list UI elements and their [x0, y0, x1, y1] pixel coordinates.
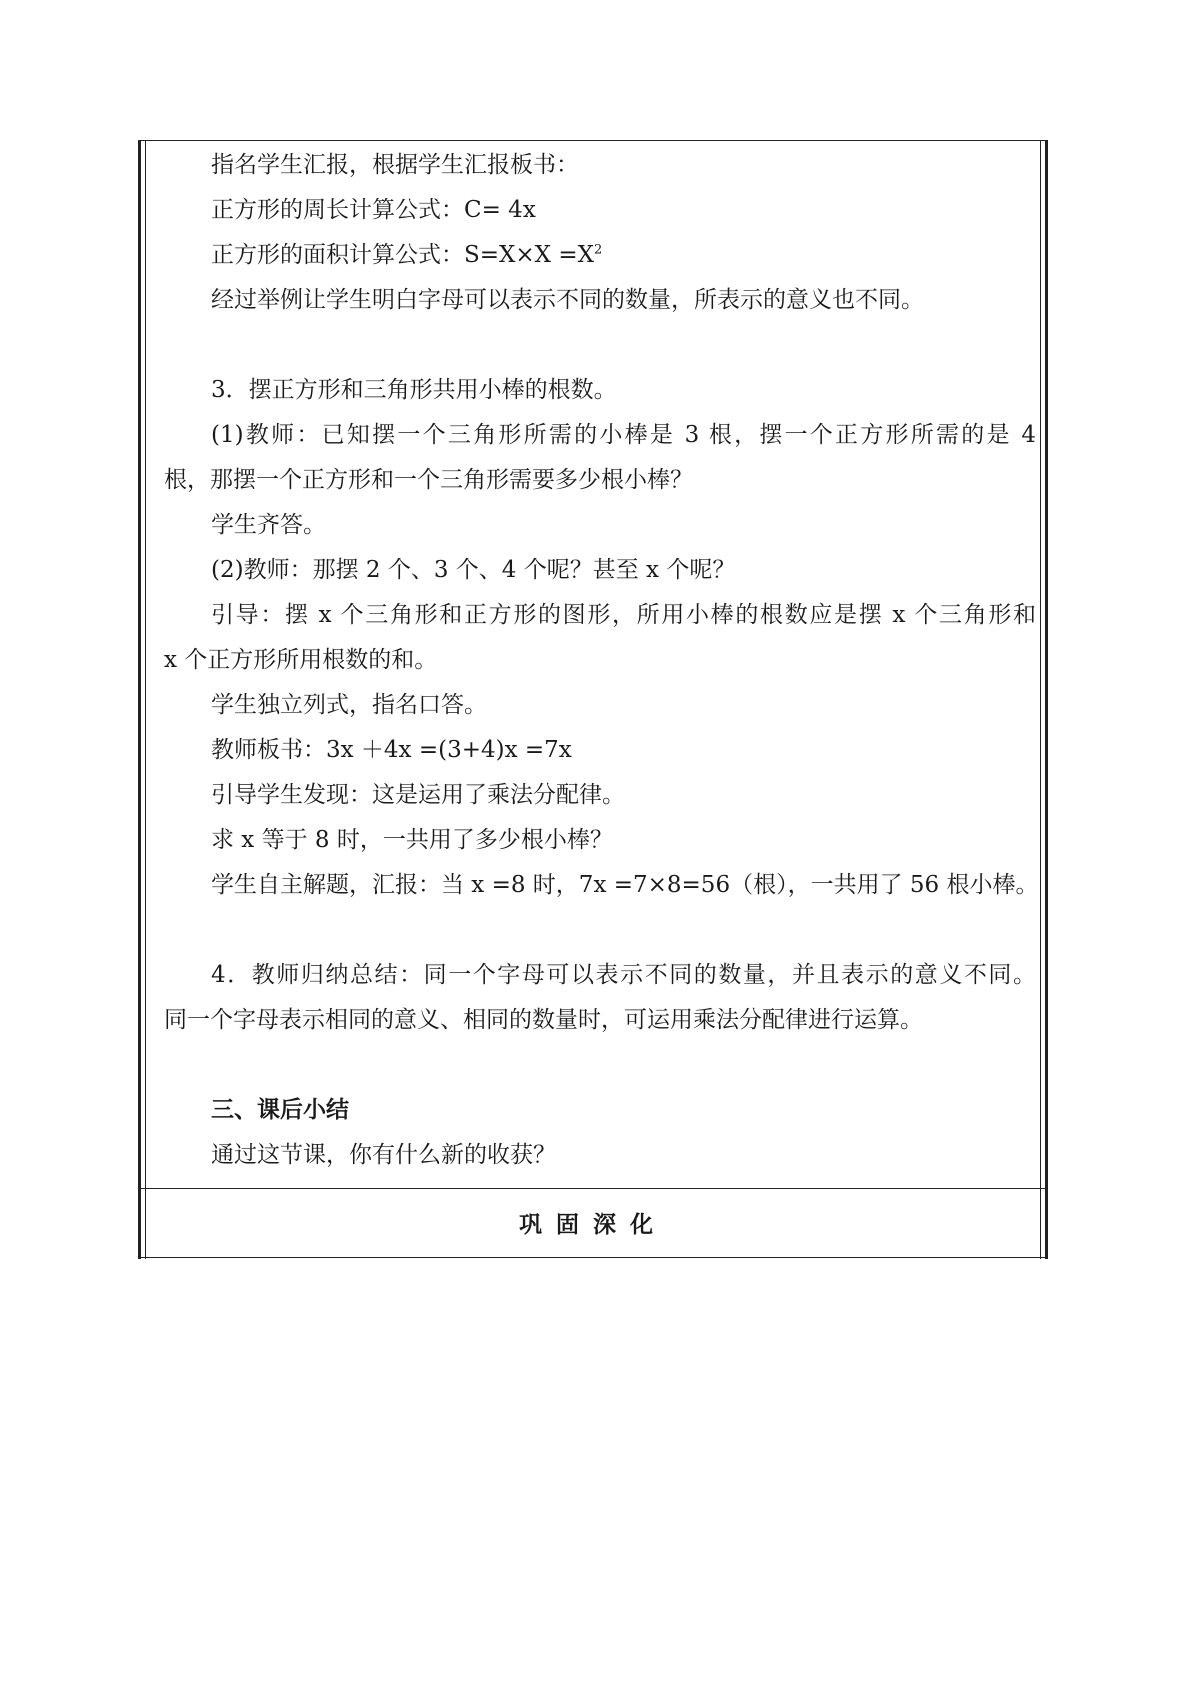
- table-right-inner-border: [1040, 140, 1041, 1259]
- paragraph: 引导：摆 x 个三角形和正方形的图形，所用小棒的根数应是摆 x 个三角形和: [211, 602, 1036, 628]
- table-left-inner-border: [145, 140, 146, 1259]
- section-heading: 三、课后小结: [211, 1097, 349, 1123]
- formula-area: [164, 233, 1036, 278]
- paragraph: 学生独立列式，指名口答。: [211, 692, 487, 718]
- lesson-content: [164, 143, 1039, 1178]
- paragraph: 根，那摆一个正方形和一个三角形需要多少根小棒？: [164, 467, 693, 493]
- step-4-summary: 4．教师归纳总结：同一个字母可以表示不同的数量，并且表示的意义不同。: [211, 962, 1036, 988]
- spacer: [164, 1043, 1036, 1088]
- paragraph: (1)教师：已知摆一个三角形所需的小棒是 3 根，摆一个正方形所需的是 4: [211, 422, 1036, 448]
- paragraph: x 个正方形所用根数的和。: [164, 647, 438, 673]
- spacer: [164, 323, 1036, 368]
- paragraph: 指名学生汇报，根据学生汇报板书：: [211, 152, 579, 178]
- spacer: [164, 908, 1036, 953]
- step-3-heading: 3．摆正方形和三角形共用小棒的根数。: [211, 377, 617, 403]
- paragraph: 经过举例让学生明白字母可以表示不同的数量，所表示的意义也不同。: [211, 287, 924, 313]
- paragraph: 通过这节课，你有什么新的收获？: [211, 1142, 556, 1168]
- formula-board: 教师板书：3x ＋4x =(3+4)x =7x: [211, 737, 572, 763]
- formula-area-text: 正方形的面积计算公式：S=X×X =X: [211, 242, 595, 268]
- paragraph: (2)教师：那摆 2 个、3 个、4 个呢？甚至 x 个呢？: [211, 557, 736, 583]
- table-right-border: [1045, 140, 1048, 1259]
- table-row-divider: [141, 1188, 1045, 1189]
- paragraph: 求 x 等于 8 时，一共用了多少根小棒？: [211, 827, 613, 853]
- formula-perimeter: 正方形的周长计算公式：C= 4x: [211, 197, 536, 223]
- section-title-consolidation: 巩固深化: [519, 1212, 667, 1238]
- paragraph: 学生齐答。: [211, 512, 326, 538]
- paragraph: 同一个字母表示相同的意义、相同的数量时，可运用乘法分配律进行运算。: [164, 1007, 923, 1033]
- formula-area-exponent: 2: [594, 242, 603, 258]
- table-left-border: [138, 140, 141, 1259]
- paragraph: 引导学生发现：这是运用了乘法分配律。: [211, 782, 625, 808]
- paragraph: 学生自主解题，汇报：当 x =8 时，7x =7×8=56（根），一共用了 56 根小棒。: [211, 872, 1039, 898]
